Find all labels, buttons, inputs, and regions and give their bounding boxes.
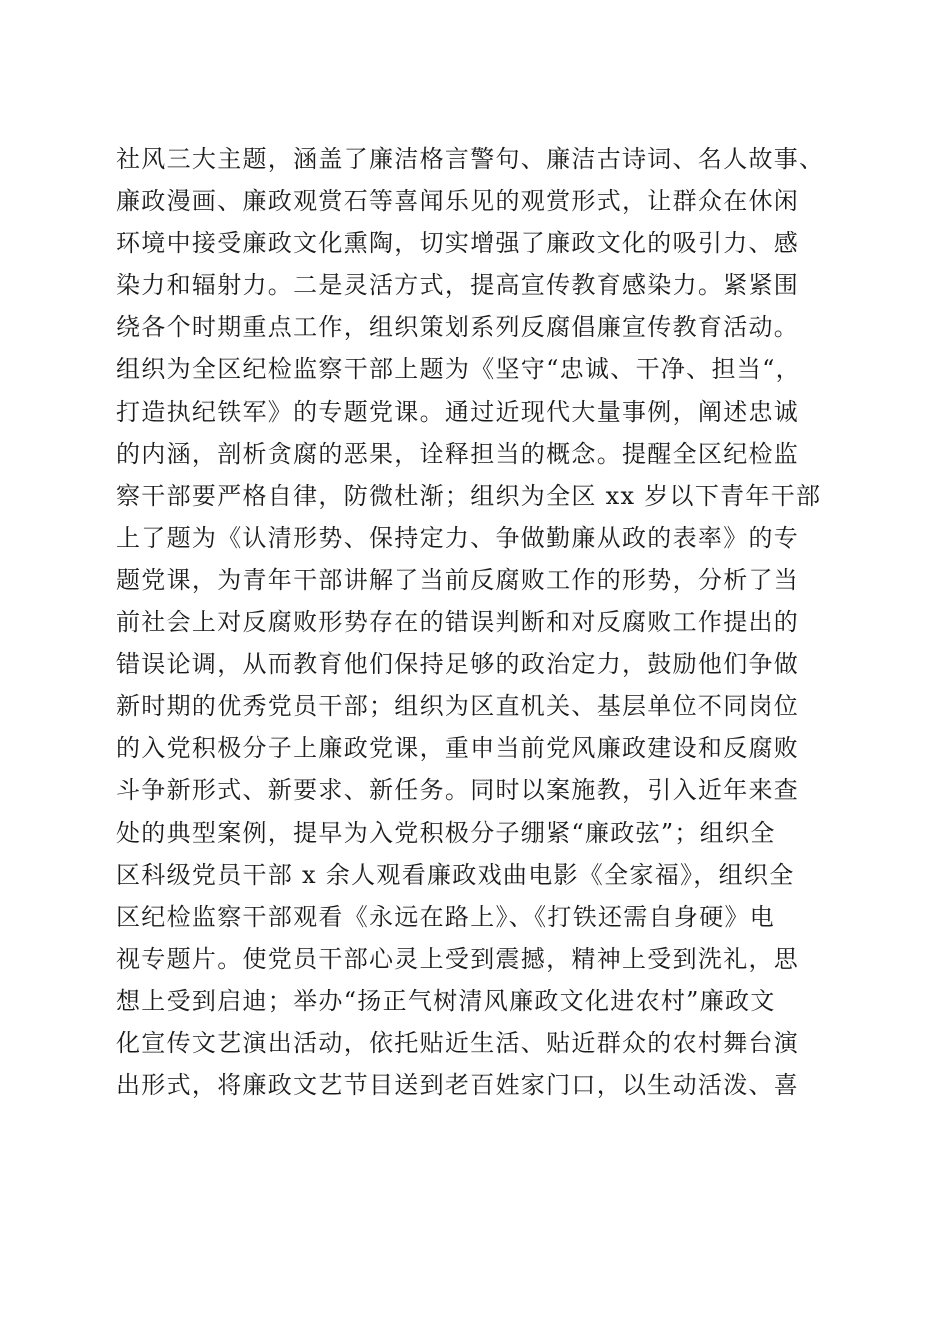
text-line: 上了题为《认清形势、保持定力、争做勤廉从政的表率》的专 <box>116 523 800 552</box>
text-line: 区纪检监察干部观看《永远在路上》、《打铁还需自身硬》电 <box>116 902 776 931</box>
text-line: 廉政漫画、廉政观赏石等喜闻乐见的观赏形式，让群众在休闲 <box>116 187 800 216</box>
text-line: 组织为全区纪检监察干部上题为《坚守“忠诚、干净、担当“， <box>116 355 801 384</box>
text-line: 染力和辐射力。二是灵活方式，提高宣传教育感染力。紧紧围 <box>116 271 800 300</box>
body-text <box>116 138 846 1106</box>
text-line: 视专题片。使党员干部心灵上受到震撼，精神上受到洗礼，思 <box>116 944 800 973</box>
text-line: 出形式，将廉政文艺节目送到老百姓家门口，以生动活泼、喜 <box>116 1071 800 1100</box>
text-line: 斗争新形式、新要求、新任务。同时以案施教，引入近年来查 <box>116 776 800 805</box>
text-line: 题党课，为青年干部讲解了当前反腐败工作的形势，分析了当 <box>116 565 800 594</box>
text-line: 区科级党员干部 x 余人观看廉政戏曲电影《全家福》，组织全 <box>116 860 795 889</box>
text-line: 前社会上对反腐败形势存在的错误判断和对反腐败工作提出的 <box>116 608 800 637</box>
text-line: 处的典型案例，提早为入党积极分子绷紧“廉政弦”；组织全 <box>116 818 776 847</box>
text-line: 想上受到启迪；举办“扬正气树清风廉政文化进农村”廉政文 <box>116 986 776 1015</box>
text-line: 绕各个时期重点工作，组织策划系列反腐倡廉宣传教育活动。 <box>116 313 800 342</box>
text-line: 的内涵，剖析贪腐的恶果，诠释担当的概念。提醒全区纪检监 <box>116 439 800 468</box>
text-line: 社风三大主题，涵盖了廉洁格言警句、廉洁古诗词、名人故事、 <box>116 145 825 173</box>
text-line: 察干部要严格自律，防微杜渐；组织为全区 xx 岁以下青年干部 <box>116 481 822 510</box>
text-line: 新时期的优秀党员干部；组织为区直机关、基层单位不同岗位 <box>116 692 800 721</box>
text-line: 环境中接受廉政文化熏陶，切实增强了廉政文化的吸引力、感 <box>116 229 800 258</box>
text-line: 的入党积极分子上廉政党课，重申当前党风廉政建设和反腐败 <box>116 734 800 763</box>
text-line: 错误论调，从而教育他们保持足够的政治定力，鼓励他们争做 <box>116 650 800 679</box>
text-line: 打造执纪铁军》的专题党课。通过近现代大量事例，阐述忠诚 <box>116 397 800 426</box>
text-line: 化宣传文艺演出活动，依托贴近生活、贴近群众的农村舞台演 <box>116 1028 800 1057</box>
